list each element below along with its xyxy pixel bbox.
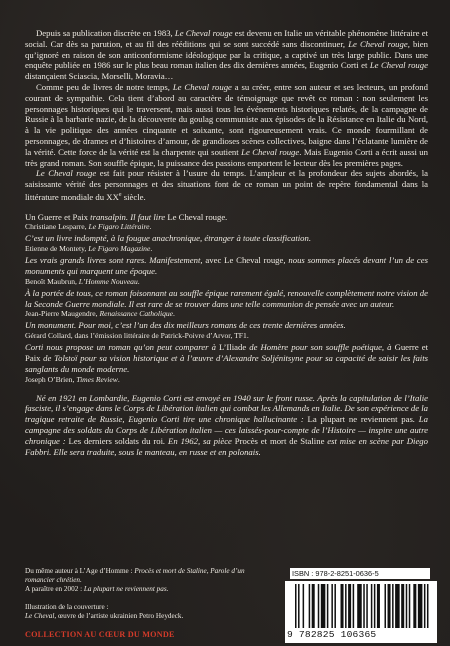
barcode-bar xyxy=(377,584,380,628)
barcode-bar xyxy=(413,584,416,628)
barcode-bar xyxy=(366,584,368,628)
barcode-bar xyxy=(321,584,326,628)
barcode-bar xyxy=(424,584,426,628)
barcode-bar xyxy=(348,584,351,628)
barcode-bar xyxy=(374,584,376,628)
barcode-bar xyxy=(395,584,400,628)
barcode-bar xyxy=(388,584,391,628)
barcode-bar xyxy=(341,584,344,628)
barcode-bar xyxy=(427,584,429,628)
barcode-bar xyxy=(295,584,297,628)
forthcoming-title: A paraître en 2002 : La plupart ne reviennent pas. xyxy=(25,585,169,594)
intro-paragraph-2: Comme peu de livres de notre temps, Le Cheval rouge a su créer, entre son auteur et ses lecteurs, un profond courant de sympathie. Cela tient d’abord au caractère de témoignage que revêt ce roman : non seulement les personnages historiques qui le traversent, mais aussi tous les événements historiques relatés, de la campagne de Russie à la barbarie nazie, de la découverte du goulag communiste aux épisodes de la Résistance en Italie du Nord, à la vie politique des années cinquante et soixante, sont rigoureusement vrais. Ce monde fourmillant de personnages, de drames et d’histoires d’amour, de grandioses scènes collectives, baigne dans l’éclatante lumière de la vérité. Cette force de la vérité est la charpente qui soutient Le Cheval rouge. Mais Eugenio Corti a écrit aussi un très grand roman. Son souffle épique, la puissance des passions emportent le lecteur dès les premières pages. xyxy=(25,81,428,168)
barcode-bar xyxy=(309,584,311,628)
barcode-bar xyxy=(406,584,408,628)
collection-name: COLLECTION AU CŒUR DU MONDE xyxy=(25,630,175,639)
barcode-bar xyxy=(384,584,386,628)
barcode-bar xyxy=(303,584,305,628)
barcode-bar xyxy=(353,584,355,628)
cover-illustration-credit: Le Cheval, œuvre de l’artiste ukrainien Petro Heydeck. xyxy=(25,611,184,620)
publisher-notes xyxy=(25,567,275,621)
back-cover-text xyxy=(25,28,428,457)
author-biography: Né en 1921 en Lombardie, Eugenio Corti est envoyé en 1940 sur le front russe. Après la capitulation de l’Italie fasciste, il s’engage dans le Corps de Libération italien qui combat les Allemands en Italie. De son expérience de la tragique retraite de Russie, Eugenio Corti tire une chronique hallucinante : La plupart ne reviennent pas. La campagne des soldats du Corps de Libération italien — ces laissés-pour-compte de l’Histoire — inspire une autre chronique : Les derniers soldats du roi. En 1962, sa pièce Procès et mort de Staline est mise en scène par Diego Fabbri. Elle sera traduite, sous le manteau, en russe et en polonais. xyxy=(25,392,429,457)
barcode-bar xyxy=(331,584,333,628)
barcode-bar xyxy=(345,584,347,628)
barcode-bar xyxy=(298,584,300,628)
barcode-bars xyxy=(295,584,430,628)
press-quote: À la portée de tous, ce roman foisonnant au souffle épique rarement égalé, renouvelle complètement notre vision de la Seconde Guerre mondiale. Il est rare de se trouver dans une telle communion de pensée avec un auteur. Jean-Pierre Maugendre, Renaissance Catholique. xyxy=(25,287,428,319)
barcode-bar xyxy=(357,584,362,628)
barcode-bar xyxy=(327,584,329,628)
barcode-bar xyxy=(363,584,365,628)
intro-paragraph-3: Le Cheval rouge est fait pour résister à l’usure du temps. L’ampleur et la profondeur des sujets abordés, la saisissante vérité des personnages et des situations font de ce roman un point de repère fondamental dans la littérature mondiale du XXe siècle. xyxy=(25,168,428,202)
barcode-bar xyxy=(318,584,320,628)
isbn-label: ISBN : 978-2-8251-0636-5 xyxy=(290,568,430,579)
same-author-works: Du même auteur à L’Age d’Homme : Procès et mort de Staline, Parole d’un romancier chrétien. xyxy=(25,567,245,585)
press-quote: Les vrais grands livres sont rares. Manifestement, avec Le Cheval rouge, nous sommes placés devant l’un de ces monuments qui marquent une époque. Benoît Maubrun, L’Homme Nouveau. xyxy=(25,255,428,286)
intro-paragraph-1: Depuis sa publication discrète en 1983, Le Cheval rouge est devenu en Italie un véritable phénomène littéraire et social. Car dès sa parution, et au fil des rééditions qui se sont succédé sans discontinuer, Le Cheval rouge, bien qu’ignoré en raison de son anticonformisme idéologique par la critique, a captivé un très large public. Dans une enquête publiée en 1986 sur le plus beau roman italien des dix dernières années, Eugenio Corti et Le Cheval rouge distançaient Sciascia, Morselli, Moravia… xyxy=(25,28,428,82)
barcode-bar xyxy=(401,584,404,628)
barcode-digits: 9 782825 106365 xyxy=(287,629,377,640)
press-quote: Corti nous propose un roman qu’on peut comparer à L’Iliade de Homère pour son souffle poétique, à Guerre et Paix de Tolstoï pour sa vision historique et à l’œuvre d’Alexandre Soljénitsyne pour sa capacité de saisir les faits sanglants du monde moderne. Joseph O’Brien, Times Review. xyxy=(25,342,429,384)
barcode-bar xyxy=(409,584,411,628)
barcode-bar xyxy=(392,584,394,628)
barcode xyxy=(285,581,437,643)
cover-illustration-label: Illustration de la couverture : xyxy=(25,602,109,611)
barcode-bar xyxy=(334,584,336,628)
barcode-bar xyxy=(418,584,423,628)
press-quote: Un Guerre et Paix transalpin. Il faut lire Le Cheval rouge. Christiane Lesparre, Le Figaro Littéraire. xyxy=(25,211,228,232)
press-quote: Un monument. Pour moi, c’est l’un des dix meilleurs romans de ces trente dernières années. Gérard Collard, dans l’émission littéraire de Patrick-Poivre d’Arvor, TF1. xyxy=(25,320,346,341)
press-quote: C’est un livre indompté, à la fougue anachronique, étranger à toute classification. Etienne de Montety, Le Figaro Magazine. xyxy=(25,233,312,254)
barcode-bar xyxy=(371,584,373,628)
barcode-bar xyxy=(312,584,315,628)
